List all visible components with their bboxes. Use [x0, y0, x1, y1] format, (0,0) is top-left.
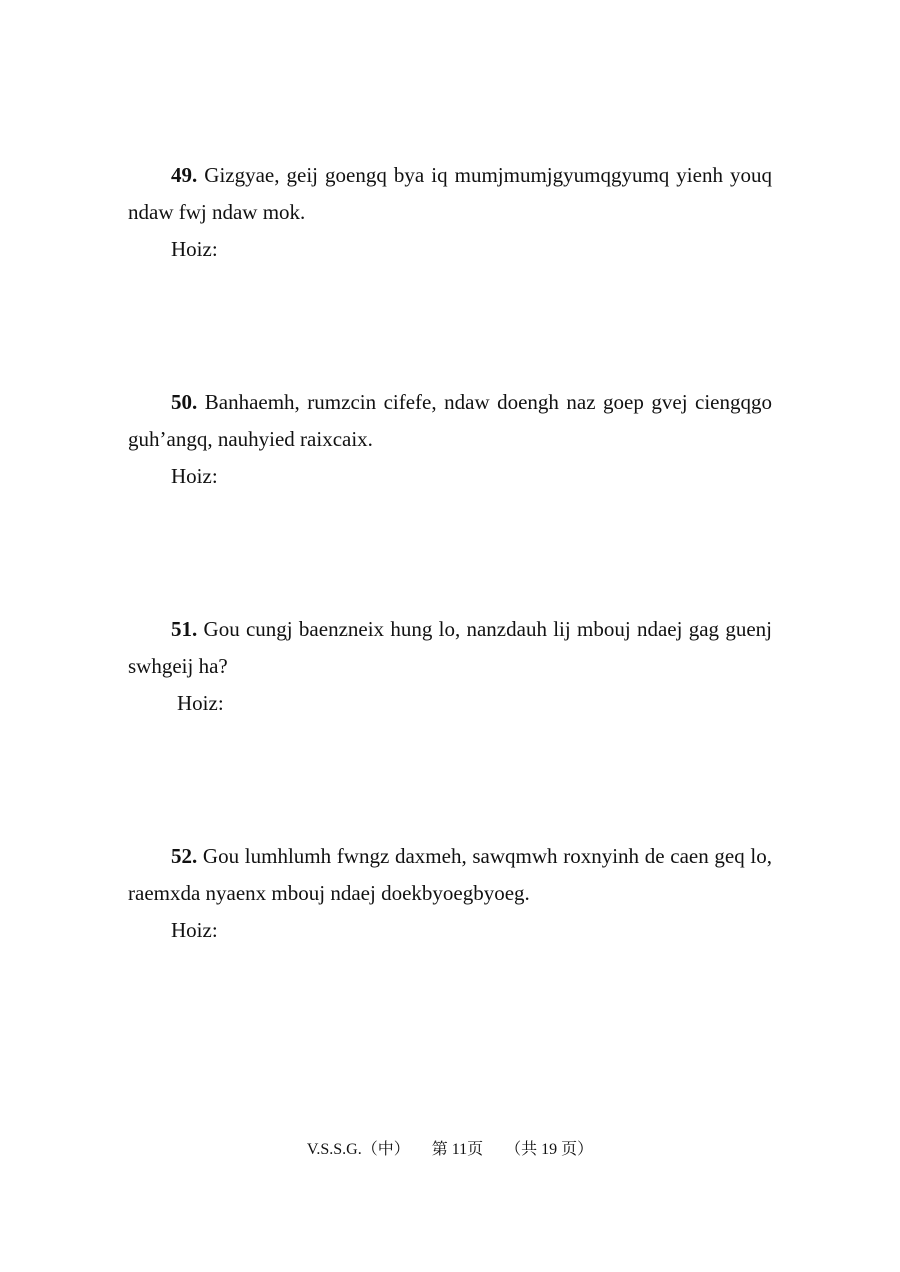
question-number: 49.: [171, 163, 198, 187]
question-number: 50.: [171, 390, 198, 414]
page-footer: [0, 1139, 900, 1161]
question-52: [128, 838, 772, 949]
answer-label: Hoiz:: [171, 918, 218, 942]
page-number: 第 11页: [431, 1141, 484, 1158]
question-text: [128, 611, 772, 685]
exam-code: V.S.S.G.（中）: [306, 1141, 410, 1158]
answer-label: Hoiz:: [177, 691, 224, 715]
question-text: [128, 384, 772, 458]
answer-label: Hoiz:: [171, 237, 218, 261]
question-50: [128, 384, 772, 495]
question-sentence: Gizgyae, geij goengq bya iq mumjmumjgyumqgyumq yienh youq ndaw fwj ndaw mok.: [128, 163, 772, 224]
question-51: [128, 611, 772, 722]
question-text: [128, 838, 772, 912]
question-text: [128, 157, 772, 231]
question-number: 52.: [171, 844, 198, 868]
question-sentence: Banhaemh, rumzcin cifefe, ndaw doengh naz goep gvej ciengqgo guh’angq, nauhyied raixcaix.: [128, 390, 772, 451]
question-sentence: Gou lumhlumh fwngz daxmeh, sawqmwh roxnyinh de caen geq lo, raemxda nyaenx mbouj ndaej doekbyoegbyoeg.: [128, 844, 772, 905]
question-sentence: Gou cungj baenzneix hung lo, nanzdauh lij mbouj ndaej gag guenj swhgeij ha?: [128, 617, 772, 678]
page-total: （共 19 页）: [505, 1141, 594, 1158]
question-number: 51.: [171, 617, 198, 641]
question-49: [128, 157, 772, 268]
answer-label: Hoiz:: [171, 464, 218, 488]
